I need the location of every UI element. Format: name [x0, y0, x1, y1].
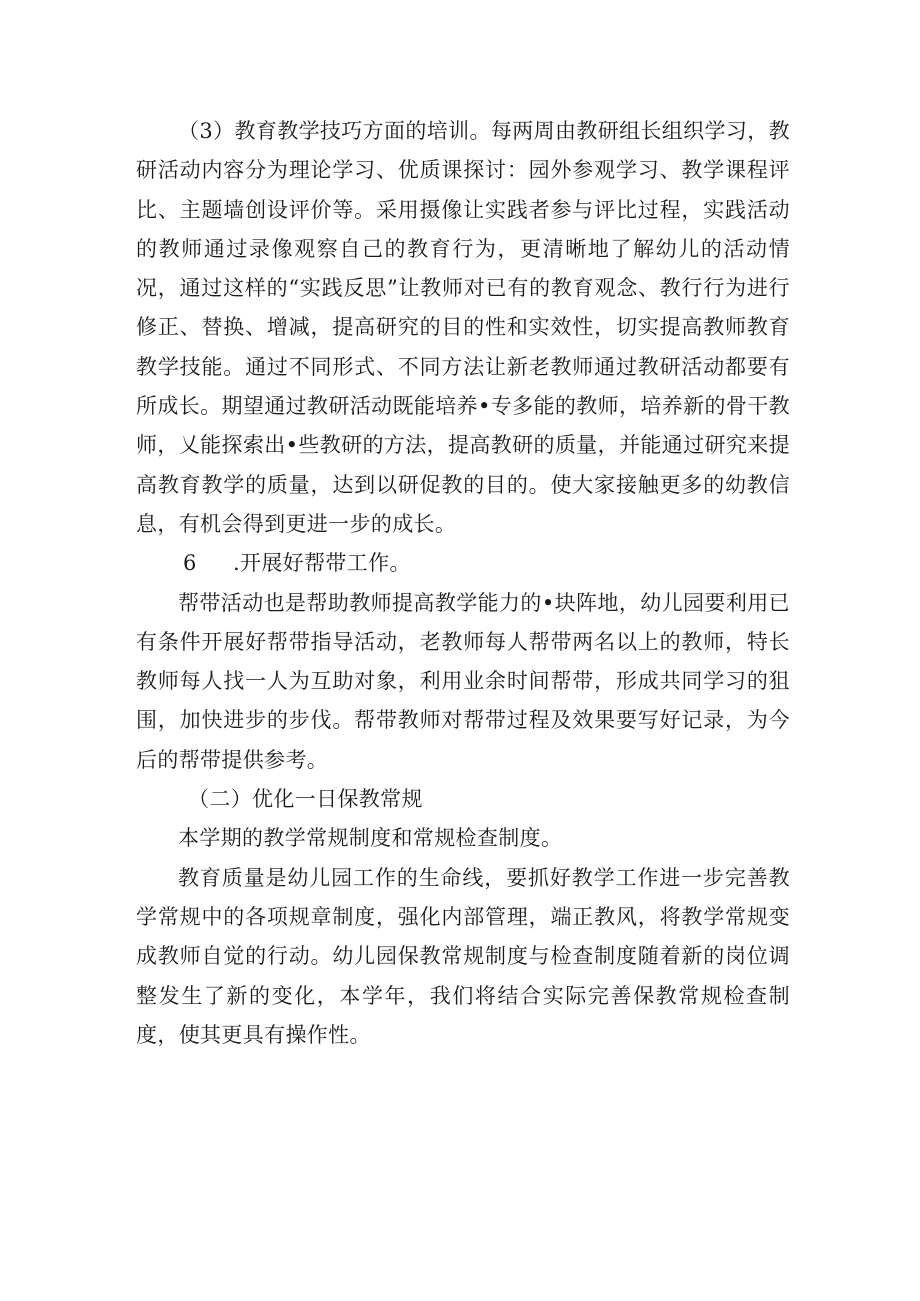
- item-heading-6: [136, 544, 790, 583]
- paragraph-routine-system: 本学期的教学常规制度和常规检查制度。: [178, 826, 563, 851]
- document-body: [136, 112, 790, 1055]
- item-number: 6: [183, 551, 197, 576]
- paragraph-education-quality: 教育质量是幼儿园工作的生命线，要抓好教学工作进一步完善教学常规中的各项规章制度，强化内部管理，端正教风，将教学常规变成教师自觉的行动。幼儿园保教常规制度与检查制度随着新的岗位调整发生了新的变化，本学年，我们将结合实际完善保教常规检查制度，使其更具有操作性。: [136, 865, 790, 1047]
- item-heading-text: .开展好帮带工作。: [233, 551, 411, 576]
- paragraph-training-skills: （3）教育教学技巧方面的培训。每两周由教研组长组织学习，教研活动内容分为理论学习、优质课探讨：园外参观学习、教学课程评比、主题墙创设评价等。采用摄像让实践者参与评比过程，实践活动的教师通过录像观察自己的教育行为，更清晰地了解幼儿的活动情况，通过这样的“实践反思”让教师对已有的教育观念、教行行为进行修正、替换、增减，提高研究的目的性和实效性，切实提高教师教育教学技能。通过不同形式、不同方法让新老教师通过教研活动都要有所成长。期望通过教研活动既能培养•专多能的教师，培养新的骨干教师，乂能探索出•些教研的方法，提高教研的质量，并能通过研究来提高教育教学的质量，达到以研促教的目的。使大家接触更多的幼教信息，有机会得到更进一步的成长。: [136, 119, 790, 536]
- section-heading-2: （二）优化一日保教常规: [188, 787, 423, 812]
- paragraph-mentoring: 帮带活动也是帮助教师提高教学能力的•块阵地，幼儿园要利用已有条件开展好帮带指导活动，老教师每人帮带两名以上的教师，特长教师每人找一人为互助对象，利用业余时间帮带，形成共同学习的狙围，加快进步的步伐。帮带教师对帮带过程及效果要写好记录，为今后的帮带提供参考。: [136, 590, 790, 772]
